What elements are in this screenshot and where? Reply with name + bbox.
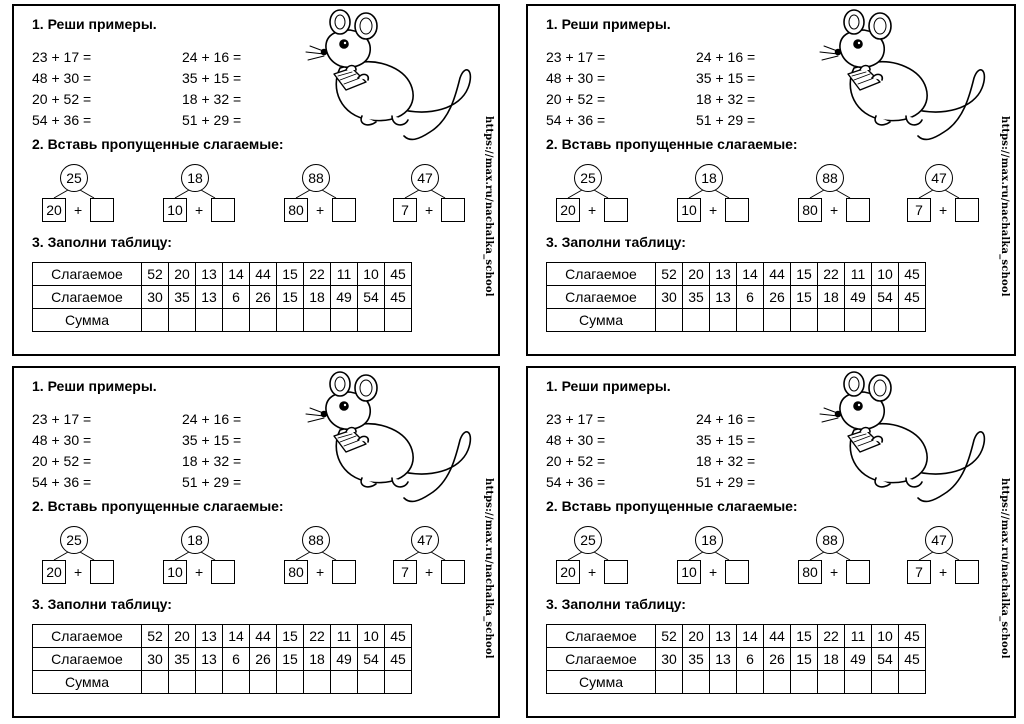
sum-cell[interactable] <box>385 309 412 332</box>
table-cell: 26 <box>250 648 277 671</box>
example: 23 + 17 = <box>32 49 92 65</box>
table-cell: 13 <box>196 263 223 286</box>
sum-cell[interactable] <box>223 309 250 332</box>
table-cell: 44 <box>250 625 277 648</box>
worksheet-card-top-right <box>526 4 1016 356</box>
plus-sign: + <box>830 564 839 580</box>
table-row <box>547 671 926 694</box>
table-row <box>547 625 926 648</box>
sum-cell[interactable] <box>899 671 926 694</box>
table-cell: 15 <box>791 648 818 671</box>
table-cell: 13 <box>196 286 223 309</box>
table-cell: 22 <box>304 625 331 648</box>
table-cell: 30 <box>656 286 683 309</box>
plus-sign: + <box>74 564 83 580</box>
section-2-title: 2. Вставь пропущенные слагаемые: <box>32 498 284 514</box>
example: 20 + 52 = <box>32 453 92 469</box>
missing-addend-box[interactable] <box>332 198 356 222</box>
table-cell: 15 <box>277 286 304 309</box>
row-label: Сумма <box>33 309 142 332</box>
table-cell: 45 <box>899 286 926 309</box>
plus-sign: + <box>316 564 325 580</box>
example: 20 + 52 = <box>546 453 606 469</box>
table-cell: 30 <box>142 286 169 309</box>
example: 35 + 15 = <box>696 70 756 86</box>
example: 48 + 30 = <box>32 70 92 86</box>
table-cell: 45 <box>385 625 412 648</box>
table-cell: 26 <box>764 648 791 671</box>
known-addend-box: 10 <box>163 198 187 222</box>
sum-cell[interactable] <box>656 309 683 332</box>
table-cell: 20 <box>683 625 710 648</box>
table-cell: 13 <box>196 648 223 671</box>
decomposition-item <box>903 526 983 586</box>
table-cell: 10 <box>358 263 385 286</box>
total-circle: 47 <box>411 164 439 192</box>
section-2-title: 2. Вставь пропущенные слагаемые: <box>32 136 284 152</box>
total-circle: 88 <box>302 164 330 192</box>
row-label: Слагаемое <box>547 286 656 309</box>
missing-addend-box[interactable] <box>211 198 235 222</box>
missing-addend-box[interactable] <box>211 560 235 584</box>
table-cell: 35 <box>169 648 196 671</box>
decomposition-item <box>794 526 874 586</box>
table-cell: 30 <box>656 648 683 671</box>
sum-cell[interactable] <box>304 309 331 332</box>
table-cell: 13 <box>710 648 737 671</box>
table-cell: 45 <box>385 263 412 286</box>
table-cell: 13 <box>710 263 737 286</box>
table-cell: 15 <box>277 263 304 286</box>
side-url: https://max.ru/nachalka_school <box>999 116 1010 297</box>
table-cell: 13 <box>710 625 737 648</box>
table-cell: 18 <box>304 286 331 309</box>
table-cell: 49 <box>331 648 358 671</box>
missing-addend-box[interactable] <box>441 198 465 222</box>
table-cell: 6 <box>737 286 764 309</box>
decomposition-item <box>280 164 360 224</box>
table-cell: 6 <box>223 286 250 309</box>
known-addend-box: 10 <box>677 560 701 584</box>
table-cell: 44 <box>250 263 277 286</box>
table-cell: 15 <box>277 648 304 671</box>
decomposition-item <box>903 164 983 224</box>
known-addend-box: 10 <box>163 560 187 584</box>
table-cell: 52 <box>142 625 169 648</box>
example: 35 + 15 = <box>182 70 242 86</box>
table-cell: 14 <box>223 263 250 286</box>
decomposition-item <box>38 164 118 224</box>
example: 54 + 36 = <box>546 112 606 128</box>
decomposition-item <box>159 164 239 224</box>
row-label: Слагаемое <box>33 263 142 286</box>
known-addend-box: 7 <box>393 198 417 222</box>
mouse-reading-book-icon <box>300 8 480 150</box>
plus-sign: + <box>74 202 83 218</box>
plus-sign: + <box>588 564 597 580</box>
plus-sign: + <box>316 202 325 218</box>
missing-addend-box[interactable] <box>846 198 870 222</box>
example: 35 + 15 = <box>696 432 756 448</box>
table-cell: 54 <box>358 286 385 309</box>
table-cell: 20 <box>683 263 710 286</box>
sum-cell[interactable] <box>358 671 385 694</box>
worksheet-card-bottom-right <box>526 366 1016 718</box>
section-2-title: 2. Вставь пропущенные слагаемые: <box>546 498 798 514</box>
side-url: https://max.ru/nachalka_school <box>483 478 494 659</box>
sum-cell[interactable] <box>250 671 277 694</box>
total-circle: 18 <box>181 164 209 192</box>
sum-cell[interactable] <box>764 671 791 694</box>
example: 23 + 17 = <box>32 411 92 427</box>
mouse-reading-book-icon <box>814 8 994 150</box>
row-label: Слагаемое <box>547 648 656 671</box>
total-circle: 88 <box>302 526 330 554</box>
known-addend-box: 7 <box>907 198 931 222</box>
sum-cell[interactable] <box>872 309 899 332</box>
example: 18 + 32 = <box>182 91 242 107</box>
decomposition-item <box>159 526 239 586</box>
table-cell: 14 <box>223 625 250 648</box>
table-cell: 14 <box>737 625 764 648</box>
table-cell: 20 <box>169 625 196 648</box>
section-1-title: 1. Реши примеры. <box>546 378 671 394</box>
plus-sign: + <box>425 202 434 218</box>
decomposition-item <box>389 526 469 586</box>
section-3-title: 3. Заполни таблицу: <box>32 596 172 612</box>
row-label: Слагаемое <box>547 625 656 648</box>
table-cell: 35 <box>169 286 196 309</box>
plus-sign: + <box>939 202 948 218</box>
example: 51 + 29 = <box>182 112 242 128</box>
table-cell: 52 <box>656 625 683 648</box>
sum-cell[interactable] <box>845 671 872 694</box>
total-circle: 47 <box>411 526 439 554</box>
table-cell: 18 <box>304 648 331 671</box>
decomposition-item <box>280 526 360 586</box>
section-3-title: 3. Заполни таблицу: <box>546 234 686 250</box>
missing-addend-box[interactable] <box>604 198 628 222</box>
table-cell: 15 <box>791 286 818 309</box>
table-cell: 49 <box>331 286 358 309</box>
addition-table <box>32 262 412 332</box>
table-cell: 14 <box>737 263 764 286</box>
table-cell: 11 <box>331 263 358 286</box>
table-cell: 11 <box>845 625 872 648</box>
section-2-title: 2. Вставь пропущенные слагаемые: <box>546 136 798 152</box>
example: 35 + 15 = <box>182 432 242 448</box>
total-circle: 25 <box>60 164 88 192</box>
table-row <box>33 648 412 671</box>
sum-cell[interactable] <box>385 671 412 694</box>
side-url: https://max.ru/nachalka_school <box>483 116 494 297</box>
decomposition-item <box>38 526 118 586</box>
total-circle: 25 <box>574 526 602 554</box>
example: 20 + 52 = <box>32 91 92 107</box>
table-cell: 49 <box>845 648 872 671</box>
sum-cell[interactable] <box>764 309 791 332</box>
sum-cell[interactable] <box>710 671 737 694</box>
table-cell: 26 <box>250 286 277 309</box>
row-label: Слагаемое <box>33 648 142 671</box>
known-addend-box: 20 <box>42 560 66 584</box>
table-row <box>33 671 412 694</box>
table-cell: 54 <box>872 648 899 671</box>
sum-cell[interactable] <box>656 671 683 694</box>
table-cell: 15 <box>791 625 818 648</box>
example: 18 + 32 = <box>696 91 756 107</box>
table-cell: 10 <box>872 263 899 286</box>
example: 54 + 36 = <box>32 474 92 490</box>
plus-sign: + <box>709 202 718 218</box>
table-cell: 15 <box>791 263 818 286</box>
sum-cell[interactable] <box>277 309 304 332</box>
total-circle: 18 <box>695 526 723 554</box>
sum-cell[interactable] <box>818 309 845 332</box>
known-addend-box: 10 <box>677 198 701 222</box>
example: 54 + 36 = <box>32 112 92 128</box>
plus-sign: + <box>195 202 204 218</box>
mouse-reading-book-icon <box>300 370 480 512</box>
sum-cell[interactable] <box>196 309 223 332</box>
table-cell: 11 <box>331 625 358 648</box>
missing-addend-box[interactable] <box>725 560 749 584</box>
missing-addend-box[interactable] <box>332 560 356 584</box>
total-circle: 47 <box>925 526 953 554</box>
decomposition-item <box>673 164 753 224</box>
table-row <box>547 286 926 309</box>
decomposition-item <box>673 526 753 586</box>
sum-cell[interactable] <box>683 309 710 332</box>
example: 24 + 16 = <box>696 49 756 65</box>
known-addend-box: 7 <box>907 560 931 584</box>
sum-cell[interactable] <box>791 671 818 694</box>
plus-sign: + <box>588 202 597 218</box>
missing-addend-box[interactable] <box>955 198 979 222</box>
sum-cell[interactable] <box>277 671 304 694</box>
section-1-title: 1. Реши примеры. <box>32 378 157 394</box>
table-cell: 35 <box>683 286 710 309</box>
known-addend-box: 80 <box>284 560 308 584</box>
addition-table <box>546 262 926 332</box>
table-cell: 52 <box>142 263 169 286</box>
section-3-title: 3. Заполни таблицу: <box>32 234 172 250</box>
sum-cell[interactable] <box>169 309 196 332</box>
known-addend-box: 20 <box>42 198 66 222</box>
row-label: Слагаемое <box>33 286 142 309</box>
table-cell: 26 <box>764 286 791 309</box>
table-cell: 22 <box>818 263 845 286</box>
example: 51 + 29 = <box>696 112 756 128</box>
table-cell: 49 <box>845 286 872 309</box>
decomposition-item <box>552 526 632 586</box>
example: 23 + 17 = <box>546 411 606 427</box>
sum-cell[interactable] <box>737 309 764 332</box>
addition-table <box>32 624 412 694</box>
sum-cell[interactable] <box>710 309 737 332</box>
total-circle: 25 <box>574 164 602 192</box>
example: 54 + 36 = <box>546 474 606 490</box>
table-cell: 52 <box>656 263 683 286</box>
table-row <box>33 309 412 332</box>
table-row <box>33 263 412 286</box>
missing-addend-box[interactable] <box>441 560 465 584</box>
sum-cell[interactable] <box>142 671 169 694</box>
total-circle: 18 <box>695 164 723 192</box>
example: 48 + 30 = <box>546 432 606 448</box>
total-circle: 88 <box>816 526 844 554</box>
sum-cell[interactable] <box>899 309 926 332</box>
missing-addend-box[interactable] <box>725 198 749 222</box>
missing-addend-box[interactable] <box>846 560 870 584</box>
sum-cell[interactable] <box>196 671 223 694</box>
sum-cell[interactable] <box>358 309 385 332</box>
table-cell: 54 <box>872 286 899 309</box>
table-cell: 45 <box>899 263 926 286</box>
decomposition-item <box>794 164 874 224</box>
table-cell: 20 <box>169 263 196 286</box>
table-cell: 45 <box>385 286 412 309</box>
known-addend-box: 7 <box>393 560 417 584</box>
worksheet-card-top-left <box>12 4 500 356</box>
section-1-title: 1. Реши примеры. <box>546 16 671 32</box>
example: 18 + 32 = <box>696 453 756 469</box>
table-cell: 18 <box>818 648 845 671</box>
sum-cell[interactable] <box>331 309 358 332</box>
plus-sign: + <box>425 564 434 580</box>
decomposition-item <box>552 164 632 224</box>
table-row <box>33 625 412 648</box>
decomposition-item <box>389 164 469 224</box>
example: 23 + 17 = <box>546 49 606 65</box>
plus-sign: + <box>830 202 839 218</box>
missing-addend-box[interactable] <box>604 560 628 584</box>
example: 20 + 52 = <box>546 91 606 107</box>
sum-cell[interactable] <box>818 671 845 694</box>
table-cell: 44 <box>764 263 791 286</box>
table-cell: 15 <box>277 625 304 648</box>
table-cell: 13 <box>710 286 737 309</box>
table-cell: 6 <box>223 648 250 671</box>
sum-cell[interactable] <box>845 309 872 332</box>
section-3-title: 3. Заполни таблицу: <box>546 596 686 612</box>
sum-cell[interactable] <box>872 671 899 694</box>
table-cell: 45 <box>899 648 926 671</box>
plus-sign: + <box>939 564 948 580</box>
row-label: Сумма <box>547 671 656 694</box>
sum-cell[interactable] <box>331 671 358 694</box>
total-circle: 88 <box>816 164 844 192</box>
example: 48 + 30 = <box>32 432 92 448</box>
missing-addend-box[interactable] <box>90 560 114 584</box>
table-cell: 45 <box>385 648 412 671</box>
table-row <box>547 309 926 332</box>
table-cell: 54 <box>358 648 385 671</box>
table-cell: 30 <box>142 648 169 671</box>
known-addend-box: 20 <box>556 560 580 584</box>
table-cell: 10 <box>358 625 385 648</box>
example: 18 + 32 = <box>182 453 242 469</box>
table-row <box>547 648 926 671</box>
table-cell: 13 <box>196 625 223 648</box>
total-circle: 25 <box>60 526 88 554</box>
sum-cell[interactable] <box>737 671 764 694</box>
total-circle: 47 <box>925 164 953 192</box>
sum-cell[interactable] <box>223 671 250 694</box>
table-cell: 22 <box>818 625 845 648</box>
example: 24 + 16 = <box>696 411 756 427</box>
table-row <box>547 263 926 286</box>
sum-cell[interactable] <box>683 671 710 694</box>
total-circle: 18 <box>181 526 209 554</box>
known-addend-box: 80 <box>798 198 822 222</box>
table-cell: 6 <box>737 648 764 671</box>
sum-cell[interactable] <box>250 309 277 332</box>
addition-table <box>546 624 926 694</box>
table-cell: 35 <box>683 648 710 671</box>
example: 48 + 30 = <box>546 70 606 86</box>
row-label: Слагаемое <box>547 263 656 286</box>
plus-sign: + <box>195 564 204 580</box>
row-label: Сумма <box>547 309 656 332</box>
known-addend-box: 20 <box>556 198 580 222</box>
mouse-reading-book-icon <box>814 370 994 512</box>
side-url: https://max.ru/nachalka_school <box>999 478 1010 659</box>
example: 51 + 29 = <box>182 474 242 490</box>
sum-cell[interactable] <box>304 671 331 694</box>
sum-cell[interactable] <box>169 671 196 694</box>
row-label: Сумма <box>33 671 142 694</box>
section-1-title: 1. Реши примеры. <box>32 16 157 32</box>
example: 24 + 16 = <box>182 411 242 427</box>
example: 24 + 16 = <box>182 49 242 65</box>
example: 51 + 29 = <box>696 474 756 490</box>
table-cell: 44 <box>764 625 791 648</box>
worksheet-card-bottom-left <box>12 366 500 718</box>
table-cell: 45 <box>899 625 926 648</box>
row-label: Слагаемое <box>33 625 142 648</box>
table-cell: 18 <box>818 286 845 309</box>
sum-cell[interactable] <box>791 309 818 332</box>
known-addend-box: 80 <box>284 198 308 222</box>
table-cell: 11 <box>845 263 872 286</box>
table-cell: 22 <box>304 263 331 286</box>
known-addend-box: 80 <box>798 560 822 584</box>
table-row <box>33 286 412 309</box>
sum-cell[interactable] <box>142 309 169 332</box>
missing-addend-box[interactable] <box>955 560 979 584</box>
plus-sign: + <box>709 564 718 580</box>
table-cell: 10 <box>872 625 899 648</box>
missing-addend-box[interactable] <box>90 198 114 222</box>
